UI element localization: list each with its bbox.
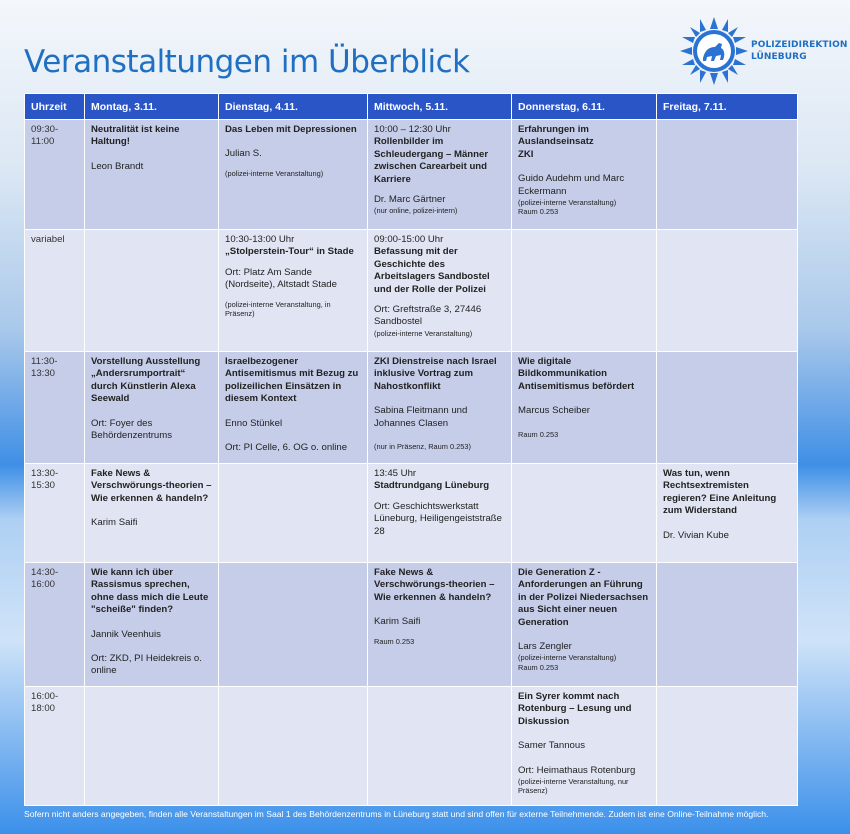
event-cell-friday: [657, 120, 798, 230]
event-title: Fake News & Verschwörungs-theorien – Wie erkennen & handeln?: [91, 468, 212, 504]
logo-text: [751, 39, 848, 63]
event-title: Wie digitale Bildkommunikation Antisemitismus befördert: [518, 356, 635, 392]
event-cell-thursday: [512, 230, 657, 352]
event-cell-monday: [85, 120, 219, 230]
event-time: 13:45 Uhr: [374, 468, 417, 479]
event-title: Wie kann ich über Rassismus sprechen, ohne dass mich die Leute "scheiße" finden?: [91, 567, 209, 616]
header-monday: Montag, 3.11.: [85, 94, 219, 120]
event-note: (polizei-interne Veranstaltung, nur Präsenz): [518, 777, 629, 796]
event-title: Erfahrungen im Auslandseinsatz ZKI: [518, 124, 594, 160]
event-cell-monday: [85, 687, 219, 806]
time-cell: [25, 687, 85, 806]
event-cell-tuesday: [219, 563, 368, 687]
event-title: „Stolperstein-Tour“ in Stade: [225, 246, 354, 258]
event-cell-friday: [657, 687, 798, 806]
event-cell-wednesday: [368, 352, 512, 464]
event-cell-tuesday: [219, 352, 368, 464]
header-time: Uhrzeit: [25, 94, 85, 120]
event-time: 10:30-13:00 Uhr: [225, 234, 295, 245]
event-title: ZKI Dienstreise nach Israel inklusive Vortrag zum Nahostkonflikt: [374, 356, 497, 392]
time-label: variabel: [31, 234, 65, 245]
event-speaker: Enno Stünkel: [225, 417, 283, 429]
time-cell: [25, 352, 85, 464]
event-location: Ort: Geschichtswerkstatt Lüneburg, Heiligengeiststraße 28: [374, 500, 502, 537]
event-location: Ort: ZKD, PI Heidekreis o. online: [91, 653, 202, 677]
table-row: [25, 120, 798, 230]
schedule-table: [24, 93, 798, 806]
header-friday: Freitag, 7.11.: [657, 94, 798, 120]
event-note: Raum 0.253: [374, 636, 415, 646]
event-speaker: Marcus Scheiber: [518, 405, 590, 417]
police-star-logo-icon: [679, 16, 749, 86]
event-note: Raum 0.253: [518, 429, 559, 439]
page-title: Veranstaltungen im Überblick: [24, 44, 470, 80]
event-cell-friday: [657, 563, 798, 687]
event-cell-tuesday: [219, 687, 368, 806]
time-cell: [25, 563, 85, 687]
time-label: 11:30- 13:30: [31, 356, 58, 380]
event-title: Rollenbilder im Schleudergang – Männer zwischen Carearbeit und Karriere: [374, 136, 489, 185]
event-title: Fake News & Verschwörungs-theorien – Wie erkennen & handeln?: [374, 567, 495, 603]
event-location: Ort: PI Celle, 6. OG o. online: [225, 442, 348, 454]
event-speaker: Jannik Veenhuis: [91, 628, 161, 640]
event-title: Stadtrundgang Lüneburg: [374, 480, 490, 492]
table-row: [25, 464, 798, 563]
header-row: [25, 94, 798, 120]
time-label: 09:30- 11:00: [31, 124, 59, 148]
event-speaker: Karim Saifi: [374, 616, 421, 628]
table-row: [25, 230, 798, 352]
event-cell-wednesday: [368, 464, 512, 563]
event-cell-wednesday: [368, 563, 512, 687]
event-cell-thursday: [512, 687, 657, 806]
time-cell: [25, 464, 85, 563]
header-tuesday: Dienstag, 4.11.: [219, 94, 368, 120]
event-location: Ort: Greftstraße 3, 27446 Sandbostel: [374, 304, 482, 328]
event-location: Ort: Platz Am Sande (Nordseite), Altstadt Stade: [225, 266, 337, 291]
event-title: Das Leben mit Depressionen: [225, 124, 357, 135]
event-cell-wednesday: [368, 120, 512, 230]
event-cell-monday: [85, 352, 219, 464]
event-note: (polizei-interne Veranstaltung): [225, 168, 324, 178]
event-speaker: Julian S.: [225, 148, 262, 160]
event-location: Ort: Foyer des Behördenzentrums: [91, 417, 173, 442]
event-speaker: Samer Tannous: [518, 740, 586, 752]
event-speaker: Karim Saifi: [91, 517, 138, 529]
event-note: (nur in Präsenz, Raum 0.253): [374, 442, 471, 452]
event-time: 10:00 – 12:30 Uhr: [374, 124, 451, 135]
table-row: [25, 352, 798, 464]
event-cell-monday: [85, 230, 219, 352]
event-cell-thursday: [512, 120, 657, 230]
event-cell-friday: [657, 352, 798, 464]
time-label: 14:30- 16:00: [31, 567, 59, 591]
event-time: 09:00-15:00 Uhr: [374, 234, 444, 245]
table-row: [25, 687, 798, 806]
event-note: (polizei-interne Veranstaltung): [374, 328, 473, 338]
event-title: Was tun, wenn Rechtsextremisten regieren? Eine Anleitung zum Widerstand: [663, 468, 777, 517]
event-title: Befassung mit der Geschichte des Arbeitslagers Sandbostel und der Rolle der Polizei: [374, 246, 490, 295]
time-label: 13:30- 15:30: [31, 468, 59, 492]
event-note: (polizei-interne Veranstaltung, in Präsenz): [225, 299, 331, 319]
event-cell-friday: [657, 230, 798, 352]
event-speaker: Lars Zengler: [518, 641, 572, 653]
event-cell-thursday: [512, 464, 657, 563]
event-speaker: Dr. Marc Gärtner: [374, 194, 446, 206]
event-speaker: Sabina Fleitmann und Johannes Clasen: [374, 405, 468, 429]
event-cell-wednesday: [368, 230, 512, 352]
footer-note: Sofern nicht anders angegeben, finden alle Veranstaltungen im Saal 1 des Behördenzentrums in Lüneburg statt und sind offen für externe Teilnehmende. Zudem ist eine Online-Teilnahme möglich.: [24, 809, 769, 819]
event-title: Israelbezogener Antisemitismus mit Bezug zu polizeilichen Einsätzen in diesem Kontext: [225, 356, 359, 405]
time-cell: [25, 230, 85, 352]
event-cell-tuesday: [219, 464, 368, 563]
logo-line-1: POLIZEIDIREKTION: [751, 40, 848, 50]
event-title: Die Generation Z - Anforderungen an Führung in der Polizei Niedersachsen aus Sicht einer neuen Generation: [518, 567, 649, 628]
event-cell-tuesday: [219, 230, 368, 352]
event-speaker: Leon Brandt: [91, 160, 144, 172]
event-note: (polizei-interne Veranstaltung) Raum 0.253: [518, 198, 617, 217]
header-thursday: Donnerstag, 6.11.: [512, 94, 657, 120]
header-wednesday: Mittwoch, 5.11.: [368, 94, 512, 120]
time-label: 16:00- 18:00: [31, 691, 59, 715]
event-cell-monday: [85, 563, 219, 687]
time-cell: [25, 120, 85, 230]
event-cell-thursday: [512, 563, 657, 687]
event-cell-thursday: [512, 352, 657, 464]
event-note: (nur online, polizei-intern): [374, 206, 458, 216]
logo-line-2: LÜNEBURG: [751, 52, 807, 62]
event-cell-friday: [657, 464, 798, 563]
table-row: [25, 563, 798, 687]
event-title: Neutralität ist keine Haltung!: [91, 124, 180, 148]
event-cell-monday: [85, 464, 219, 563]
event-speaker: Guido Audehm und Marc Eckermann: [518, 173, 625, 197]
event-cell-wednesday: [368, 687, 512, 806]
event-cell-tuesday: [219, 120, 368, 230]
event-title: Vorstellung Ausstellung „Andersrumportrait“ durch Künstlerin Alexa Seewald: [91, 356, 201, 405]
event-note: (polizei-interne Veranstaltung) Raum 0.253: [518, 653, 617, 672]
event-title: Ein Syrer kommt nach Rotenburg – Lesung und Diskussion: [518, 691, 632, 727]
event-location: Ort: Heimathaus Rotenburg: [518, 764, 636, 776]
event-speaker: Dr. Vivian Kube: [663, 529, 729, 541]
